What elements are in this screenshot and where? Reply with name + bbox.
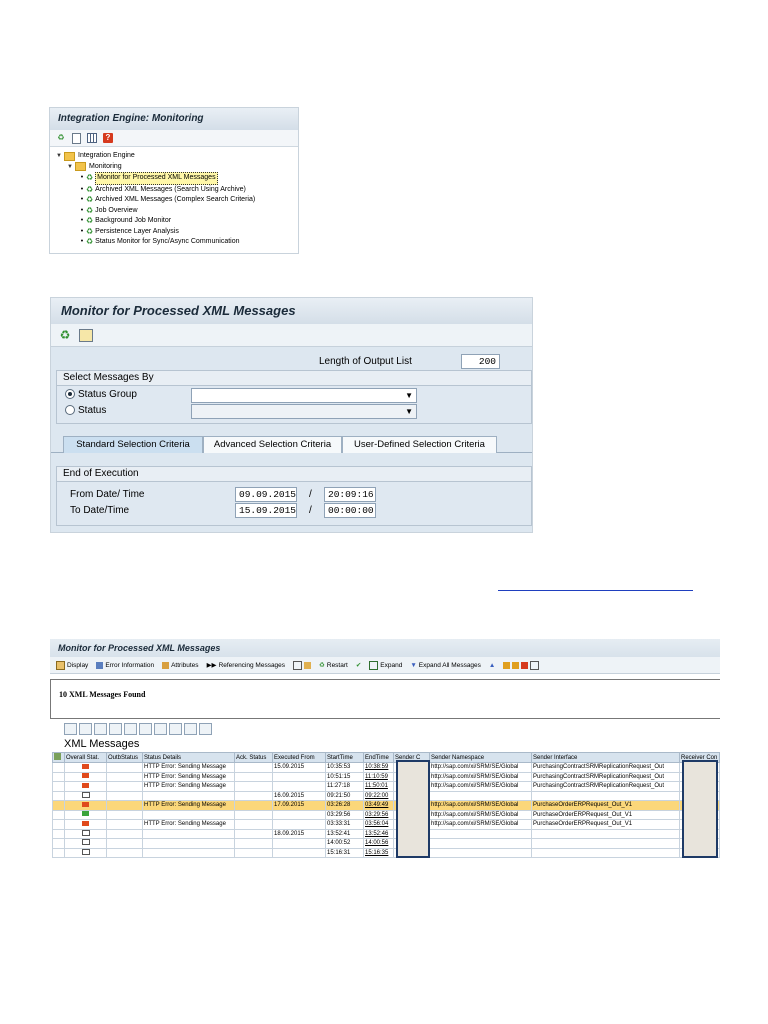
row-selector[interactable] bbox=[53, 782, 65, 792]
attributes-icon bbox=[162, 662, 169, 669]
outbound-status-cell bbox=[107, 848, 143, 858]
outbound-status-cell bbox=[107, 810, 143, 820]
executed-from-cell bbox=[273, 810, 326, 820]
end-time-cell-text[interactable]: 14:00:56 bbox=[365, 840, 389, 847]
outbound-status-cell bbox=[107, 829, 143, 839]
undefined-status-icon bbox=[82, 849, 90, 855]
end-time-cell-text[interactable]: 10:38:59 bbox=[365, 764, 389, 771]
column-header[interactable]: Ack. Status bbox=[235, 753, 273, 763]
referencing-messages-button[interactable]: ▶▶ Referencing Messages bbox=[206, 661, 286, 669]
message-list-panel bbox=[50, 639, 720, 861]
status-dropdown[interactable] bbox=[191, 404, 417, 419]
status-details-cell bbox=[143, 829, 235, 839]
red-flag-icon bbox=[82, 773, 89, 778]
sender-interface-cell bbox=[532, 810, 680, 820]
alv-toolbar bbox=[64, 723, 212, 735]
sender-interface-cell bbox=[532, 782, 680, 792]
status-details-cell bbox=[143, 839, 235, 849]
monitoring-tree bbox=[50, 147, 298, 248]
sender-namespace-cell-text: http://sap.com/xi/SRM/SE/Global bbox=[431, 811, 519, 818]
overall-status-cell bbox=[65, 772, 107, 782]
sender-namespace-cell bbox=[430, 772, 532, 782]
end-time-cell-text[interactable]: 11:10:59 bbox=[365, 773, 388, 780]
collapse-button[interactable] bbox=[489, 662, 495, 669]
end-time-cell bbox=[364, 772, 394, 782]
start-time-cell bbox=[326, 829, 364, 839]
table-row[interactable] bbox=[53, 791, 720, 801]
tree-item[interactable]: • ♻ Archived XML Messages (Search Using Archive) bbox=[80, 184, 246, 194]
sender-namespace-cell bbox=[430, 848, 532, 858]
xml-messages-title: XML Messages bbox=[64, 738, 140, 750]
column-header[interactable]: Overall Stat. bbox=[65, 753, 107, 763]
sender-namespace-cell bbox=[430, 829, 532, 839]
table-row[interactable] bbox=[53, 810, 720, 820]
from-date-input[interactable]: 09.09.2015 bbox=[235, 487, 297, 502]
select-all-icon bbox=[54, 753, 61, 760]
status-details-cell bbox=[143, 791, 235, 801]
outbound-status-cell bbox=[107, 839, 143, 849]
executed-from-cell bbox=[273, 801, 326, 811]
sender-interface-cell-text: PurchaseOrderERPRequest_Out_V1 bbox=[533, 821, 633, 828]
forward-icon: ▶▶ bbox=[206, 662, 217, 669]
ack-status-cell bbox=[235, 820, 273, 830]
start-time-cell-text: 09:21:50 bbox=[327, 792, 351, 799]
executed-from-cell-text: 17.09.2015 bbox=[274, 802, 305, 809]
table-row[interactable] bbox=[53, 820, 720, 830]
restart-button[interactable]: ♻ Restart bbox=[319, 661, 348, 669]
sender-interface-cell bbox=[532, 772, 680, 782]
end-time-cell-text[interactable]: 03:29:56 bbox=[365, 811, 389, 818]
restart-icon: ♻ bbox=[319, 662, 325, 669]
end-time-cell bbox=[364, 801, 394, 811]
sum-icon[interactable] bbox=[139, 723, 152, 735]
from-time-input[interactable]: 20:09:16 bbox=[324, 487, 376, 502]
start-time-cell-text: 10:35:53 bbox=[327, 764, 351, 771]
collapse-icon: ▲ bbox=[488, 661, 496, 669]
help-icon bbox=[521, 662, 528, 669]
sender-namespace-cell-text: http://sap.com/xi/SRM/SE/Global bbox=[431, 821, 519, 828]
ack-status-cell bbox=[235, 829, 273, 839]
end-time-cell-text[interactable]: 15:16:35 bbox=[365, 849, 389, 856]
sort-ascending-icon[interactable] bbox=[79, 723, 92, 735]
end-time-cell bbox=[364, 810, 394, 820]
status-details-cell-text: HTTP Error: Sending Message bbox=[144, 802, 226, 809]
status-details-cell bbox=[143, 810, 235, 820]
end-time-cell-text[interactable]: 03:49:49 bbox=[365, 802, 389, 809]
row-selector[interactable] bbox=[53, 820, 65, 830]
display-button[interactable]: Display bbox=[56, 661, 88, 670]
row-selector[interactable] bbox=[53, 810, 65, 820]
executed-from-cell bbox=[273, 848, 326, 858]
receiver-component-redaction bbox=[682, 760, 718, 858]
row-selector[interactable] bbox=[53, 801, 65, 811]
output-list-label: Length of Output List bbox=[319, 356, 412, 367]
to-date-input[interactable]: 15.09.2015 bbox=[235, 503, 297, 518]
start-time-cell-text: 11:27:18 bbox=[327, 783, 350, 790]
outbound-status-cell bbox=[107, 801, 143, 811]
sender-interface-cell-text: PurchasingContractSRMReplicationRequest_Out bbox=[533, 764, 665, 771]
filter-icon[interactable] bbox=[124, 723, 137, 735]
sender-namespace-cell bbox=[430, 782, 532, 792]
integration-engine-panel bbox=[49, 107, 299, 254]
ack-status-cell bbox=[235, 772, 273, 782]
overall-status-cell bbox=[65, 820, 107, 830]
settings-icon bbox=[512, 662, 519, 669]
layout-icon[interactable] bbox=[87, 133, 97, 143]
sender-namespace-cell bbox=[430, 801, 532, 811]
executed-from-cell-text: 16.09.2015 bbox=[274, 792, 305, 799]
grid-icon bbox=[530, 661, 539, 670]
end-time-cell bbox=[364, 839, 394, 849]
status-details-cell bbox=[143, 820, 235, 830]
undefined-status-icon bbox=[82, 792, 90, 798]
check-button[interactable] bbox=[356, 661, 361, 669]
start-time-cell bbox=[326, 782, 364, 792]
collapse-icon[interactable]: ▼ bbox=[67, 163, 73, 170]
error-information-button[interactable]: Error Information bbox=[96, 662, 154, 669]
details-icon[interactable] bbox=[64, 723, 77, 735]
executed-from-cell bbox=[273, 820, 326, 830]
tree-item[interactable]: • ♻ Status Monitor for Sync/Async Communication bbox=[80, 237, 240, 246]
select-messages-group bbox=[56, 370, 532, 424]
transaction-icon: ♻ bbox=[86, 184, 94, 194]
start-time-cell bbox=[326, 801, 364, 811]
document-icon[interactable] bbox=[72, 133, 81, 144]
sender-namespace-cell-text: http://sap.com/xi/SRM/SE/Global bbox=[431, 783, 519, 790]
panel2-toolbar bbox=[51, 324, 532, 347]
red-flag-icon bbox=[82, 821, 89, 826]
sender-interface-cell bbox=[532, 839, 680, 849]
expand-icon bbox=[369, 661, 378, 670]
start-time-cell bbox=[326, 848, 364, 858]
date-time-separator: / bbox=[309, 505, 312, 516]
transaction-icon: ♻ bbox=[86, 195, 94, 204]
executed-from-cell bbox=[273, 772, 326, 782]
tree-item[interactable]: • ♻ Monitor for Processed XML Messages bbox=[50, 172, 298, 185]
status-details-cell-text: HTTP Error: Sending Message bbox=[144, 783, 226, 790]
overall-status-cell bbox=[65, 810, 107, 820]
folder-icon bbox=[64, 152, 75, 161]
sender-interface-cell bbox=[532, 820, 680, 830]
status-group-dropdown[interactable] bbox=[191, 388, 417, 403]
executed-from-cell bbox=[273, 763, 326, 773]
from-date-label: From Date/ Time bbox=[70, 489, 145, 500]
layout-icon[interactable] bbox=[184, 723, 197, 735]
outbound-status-cell bbox=[107, 782, 143, 792]
print-icon[interactable] bbox=[154, 723, 167, 735]
row-selector[interactable] bbox=[53, 772, 65, 782]
sender-interface-cell bbox=[532, 829, 680, 839]
start-time-cell bbox=[326, 820, 364, 830]
folder-icon bbox=[75, 162, 86, 171]
ack-status-cell bbox=[235, 848, 273, 858]
sender-interface-cell-text: PurchasingContractSRMReplicationRequest_Out bbox=[533, 773, 665, 780]
to-time-input[interactable]: 00:00:00 bbox=[324, 503, 376, 518]
help-icon[interactable]: ? bbox=[103, 133, 113, 143]
tab-advanced-selection[interactable]: Advanced Selection Criteria bbox=[203, 436, 342, 453]
transaction-icon: ♻ bbox=[86, 237, 94, 246]
status-details-cell-text: HTTP Error: Sending Message bbox=[144, 764, 226, 771]
sender-component-redaction bbox=[396, 760, 430, 858]
panel2-title: Monitor for Processed XML Messages bbox=[51, 298, 532, 324]
tree-item[interactable]: • ♻ Archived XML Messages (Complex Search Criteria) bbox=[80, 195, 256, 204]
ack-status-cell bbox=[235, 801, 273, 811]
sender-interface-cell bbox=[532, 791, 680, 801]
sender-interface-cell bbox=[532, 801, 680, 811]
column-header[interactable]: Receiver Con bbox=[680, 753, 720, 763]
red-flag-icon bbox=[82, 783, 89, 788]
ack-status-cell bbox=[235, 839, 273, 849]
end-time-cell bbox=[364, 829, 394, 839]
start-time-cell-text: 14:00:52 bbox=[327, 840, 351, 847]
column-header[interactable]: Status Details bbox=[143, 753, 235, 763]
column-header[interactable]: OutbStatus bbox=[107, 753, 143, 763]
sender-interface-cell-text: PurchaseOrderERPRequest_Out_V1 bbox=[533, 802, 633, 809]
end-time-cell bbox=[364, 820, 394, 830]
transaction-icon: ♻ bbox=[86, 173, 94, 182]
sender-namespace-cell-text: http://sap.com/xi/SRM/SE/Global bbox=[431, 764, 519, 771]
extra-buttons[interactable] bbox=[503, 661, 539, 670]
tab-user-defined-selection[interactable]: User-Defined Selection Criteria bbox=[342, 436, 497, 453]
radio-selected-icon[interactable] bbox=[65, 389, 75, 399]
output-list-input[interactable]: 200 bbox=[461, 354, 500, 369]
end-time-cell-text[interactable]: 09:22:00 bbox=[365, 792, 389, 799]
red-flag-icon bbox=[82, 764, 89, 769]
sender-interface-cell bbox=[532, 848, 680, 858]
outbound-status-cell bbox=[107, 763, 143, 773]
overall-status-cell bbox=[65, 848, 107, 858]
refresh-icon bbox=[293, 661, 302, 670]
layout-icon bbox=[503, 662, 510, 669]
ack-status-cell bbox=[235, 763, 273, 773]
executed-from-cell bbox=[273, 782, 326, 792]
sender-namespace-cell-text: http://sap.com/xi/SRM/SE/Global bbox=[431, 773, 519, 780]
sort-descending-icon[interactable] bbox=[94, 723, 107, 735]
end-time-cell-text[interactable]: 03:56:04 bbox=[365, 821, 389, 828]
messages-table bbox=[52, 752, 720, 858]
table-header-row bbox=[53, 753, 720, 763]
start-time-cell-text: 03:33:31 bbox=[327, 821, 351, 828]
table-row[interactable] bbox=[53, 782, 720, 792]
chevron-down-icon[interactable]: ▼ bbox=[405, 407, 413, 416]
status-option[interactable]: Status bbox=[65, 405, 106, 416]
start-time-cell bbox=[326, 763, 364, 773]
panel3-toolbar bbox=[50, 657, 720, 674]
row-selector[interactable] bbox=[53, 829, 65, 839]
outbound-status-cell bbox=[107, 772, 143, 782]
undefined-status-icon bbox=[82, 839, 90, 845]
radio-icon[interactable] bbox=[65, 405, 75, 415]
row-selector[interactable] bbox=[53, 839, 65, 849]
tree-node-monitoring[interactable]: ▼ Monitoring bbox=[50, 162, 298, 173]
end-time-cell bbox=[364, 791, 394, 801]
overall-status-cell bbox=[65, 839, 107, 849]
start-time-cell-text: 03:29:56 bbox=[327, 811, 351, 818]
column-header[interactable]: Sender Interface bbox=[532, 753, 680, 763]
executed-from-cell bbox=[273, 791, 326, 801]
variant-icon[interactable] bbox=[79, 329, 93, 342]
table-row[interactable] bbox=[53, 839, 720, 849]
table-row[interactable] bbox=[53, 801, 720, 811]
panel1-toolbar bbox=[50, 130, 298, 147]
status-details-cell-text: HTTP Error: Sending Message bbox=[144, 821, 226, 828]
attributes-button[interactable]: Attributes bbox=[162, 662, 198, 669]
start-time-cell bbox=[326, 839, 364, 849]
expand-all-button[interactable]: ▼ Expand All Messages bbox=[410, 661, 481, 669]
outbound-status-cell bbox=[107, 820, 143, 830]
date-time-separator: / bbox=[309, 489, 312, 500]
sender-namespace-cell bbox=[430, 763, 532, 773]
row-selector[interactable] bbox=[53, 763, 65, 773]
outbound-status-cell bbox=[107, 791, 143, 801]
start-time-cell bbox=[326, 791, 364, 801]
end-time-cell-text[interactable]: 13:52:46 bbox=[365, 830, 389, 837]
table-row[interactable] bbox=[53, 772, 720, 782]
executed-from-cell-text: 18.09.2015 bbox=[274, 830, 305, 837]
row-selector[interactable] bbox=[53, 791, 65, 801]
overall-status-cell bbox=[65, 829, 107, 839]
select-messages-header: Select Messages By bbox=[57, 371, 531, 386]
execute-icon[interactable]: ♻ bbox=[59, 328, 71, 342]
status-details-cell-text: HTTP Error: Sending Message bbox=[144, 773, 226, 780]
to-date-label: To Date/Time bbox=[70, 505, 130, 516]
column-header[interactable]: Executed From bbox=[273, 753, 326, 763]
status-details-cell bbox=[143, 848, 235, 858]
row-selector[interactable] bbox=[53, 848, 65, 858]
tab-standard-selection[interactable]: Standard Selection Criteria bbox=[63, 436, 203, 453]
overall-status-cell bbox=[65, 801, 107, 811]
status-details-cell bbox=[143, 763, 235, 773]
transaction-icon: ♻ bbox=[86, 205, 94, 215]
tree-item[interactable]: • ♻ Background Job Monitor bbox=[80, 216, 172, 225]
status-group-option[interactable]: Status Group bbox=[65, 389, 137, 400]
sender-interface-cell-text: PurchasingContractSRMReplicationRequest_Out bbox=[533, 783, 665, 790]
end-time-cell bbox=[364, 782, 394, 792]
start-time-cell bbox=[326, 772, 364, 782]
collapse-icon[interactable]: ▼ bbox=[56, 153, 62, 159]
end-of-execution-group bbox=[56, 466, 532, 526]
execute-icon[interactable]: ♻ bbox=[57, 133, 65, 142]
panel3-title: Monitor for Processed XML Messages bbox=[50, 639, 720, 657]
ack-status-cell bbox=[235, 791, 273, 801]
executed-from-cell bbox=[273, 829, 326, 839]
info-icon bbox=[96, 662, 103, 669]
check-icon: ✔ bbox=[355, 662, 362, 669]
status-details-cell bbox=[143, 772, 235, 782]
transaction-icon: ♻ bbox=[86, 226, 94, 236]
ack-status-cell bbox=[235, 782, 273, 792]
overall-status-cell bbox=[65, 782, 107, 792]
sender-namespace-cell-text: http://sap.com/xi/SRM/SE/Global bbox=[431, 802, 519, 809]
executed-from-cell-text: 15.09.2015 bbox=[274, 764, 305, 771]
sender-namespace-cell bbox=[430, 839, 532, 849]
column-header[interactable]: StartTime bbox=[326, 753, 364, 763]
ack-status-cell bbox=[235, 810, 273, 820]
messages-found-text: 10 XML Messages Found bbox=[50, 679, 720, 719]
end-time-cell-text[interactable]: 11:50:01 bbox=[365, 783, 388, 790]
end-time-cell bbox=[364, 848, 394, 858]
sender-namespace-cell bbox=[430, 791, 532, 801]
undefined-status-icon bbox=[82, 830, 90, 836]
end-time-cell bbox=[364, 763, 394, 773]
executed-from-cell bbox=[273, 839, 326, 849]
start-time-cell bbox=[326, 810, 364, 820]
sender-namespace-cell bbox=[430, 810, 532, 820]
table-row[interactable] bbox=[53, 829, 720, 839]
panel1-title: Integration Engine: Monitoring bbox=[50, 108, 298, 130]
cancel-icon bbox=[304, 662, 311, 669]
selection-screen-panel bbox=[50, 297, 533, 533]
expand-all-icon: ▼ bbox=[410, 661, 417, 669]
status-details-cell bbox=[143, 782, 235, 792]
glasses-icon bbox=[56, 661, 65, 670]
column-header[interactable]: Sender Namespace bbox=[430, 753, 532, 763]
tree-item[interactable]: • ♻ Job Overview bbox=[80, 205, 138, 215]
table-row[interactable] bbox=[53, 763, 720, 773]
select-all-cell[interactable] bbox=[53, 753, 65, 763]
overall-status-cell bbox=[65, 791, 107, 801]
tree-item[interactable]: • ♻ Persistence Layer Analysis bbox=[80, 226, 179, 236]
transaction-icon: ♻ bbox=[86, 216, 94, 225]
start-time-cell-text: 13:52:41 bbox=[327, 830, 351, 837]
sender-interface-cell-text: PurchaseOrderERPRequest_Out_V1 bbox=[533, 811, 633, 818]
more-icon[interactable] bbox=[199, 723, 212, 735]
start-time-cell-text: 03:26:28 bbox=[327, 802, 351, 809]
start-time-cell-text: 15:16:31 bbox=[327, 849, 351, 856]
overall-status-cell bbox=[65, 763, 107, 773]
chevron-down-icon[interactable]: ▼ bbox=[405, 391, 413, 400]
refresh-button[interactable] bbox=[293, 661, 311, 670]
status-details-cell bbox=[143, 801, 235, 811]
hyperlink-underline[interactable] bbox=[498, 590, 693, 591]
sender-interface-cell bbox=[532, 763, 680, 773]
column-header[interactable]: EndTime bbox=[364, 753, 394, 763]
tree-node-integration-engine[interactable]: ▼ Integration Engine bbox=[50, 151, 298, 162]
find-icon[interactable] bbox=[109, 723, 122, 735]
expand-button[interactable]: Expand bbox=[369, 661, 402, 670]
export-icon[interactable] bbox=[169, 723, 182, 735]
start-time-cell-text: 10:51:15 bbox=[327, 773, 351, 780]
green-flag-icon bbox=[82, 811, 89, 816]
end-of-execution-header: End of Execution bbox=[57, 467, 531, 482]
red-flag-icon bbox=[82, 802, 89, 807]
table-row[interactable] bbox=[53, 848, 720, 858]
column-header[interactable]: Sender C bbox=[394, 753, 430, 763]
sender-namespace-cell bbox=[430, 820, 532, 830]
